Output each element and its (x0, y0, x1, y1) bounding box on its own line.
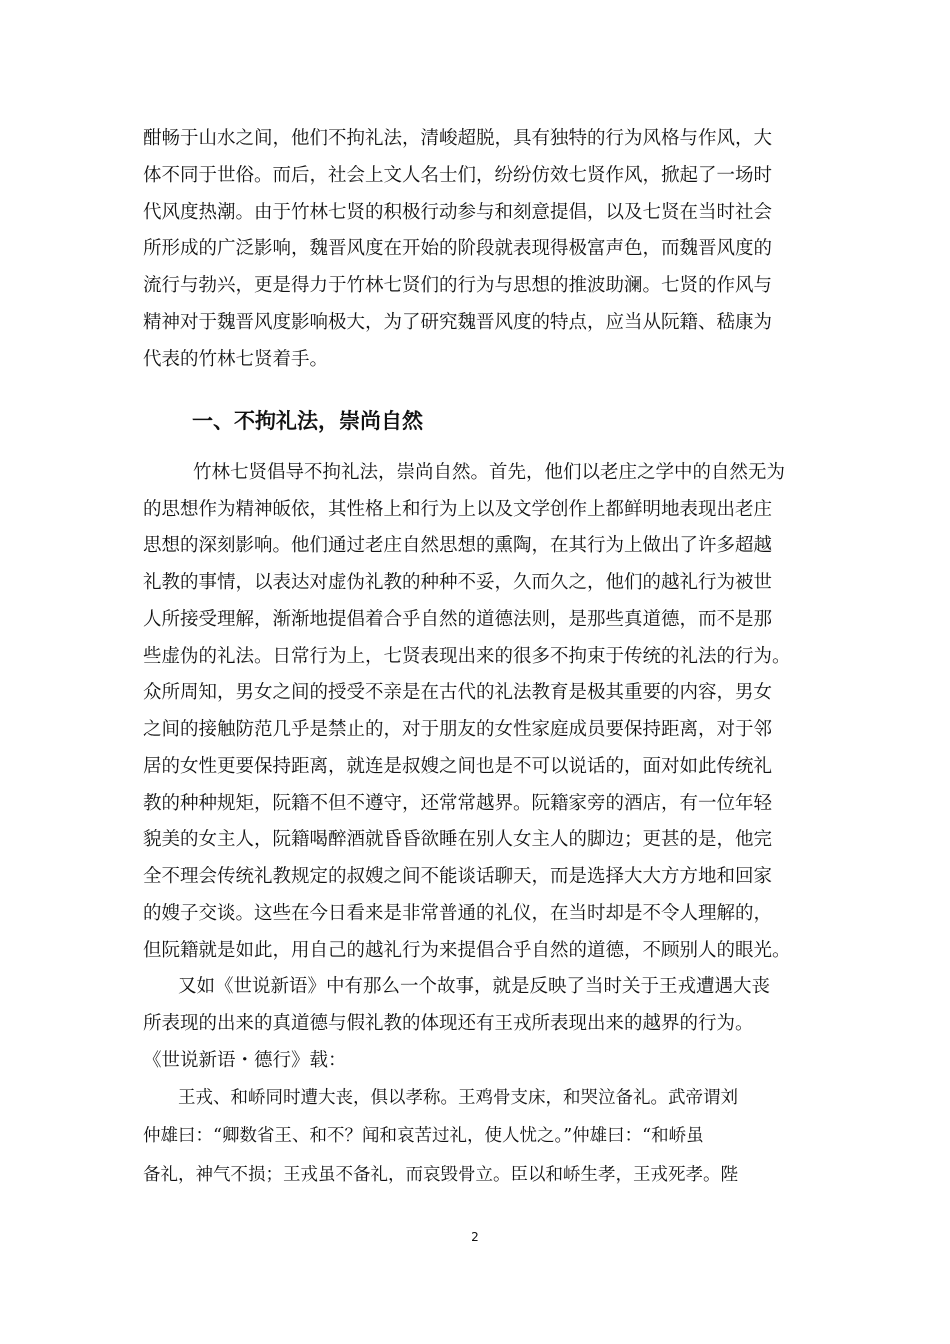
intro-line: 体不同于世俗。而后，社会上文人名士们，纷纷仿效七贤作风，掀起了一场时 (143, 165, 773, 186)
example-line: 又如《世说新语》中有那么一个故事，就是反映了当时关于王戎遭遇大丧 (178, 976, 771, 997)
body-line: 竹林七贤倡导不拘礼法，崇尚自然。首先，他们以老庄之学中的自然无为 (193, 462, 786, 483)
body-line: 之间的接触防范几乎是禁止的，对于朋友的女性家庭成员要保持距离，对于邻 (143, 719, 773, 740)
body-line: 的思想作为精神皈依，其性格上和行为上以及文学创作上都鲜明地表现出老庄 (143, 499, 773, 520)
quote-line: 王戎、和峤同时遭大丧，俱以孝称。王鸡骨支床，和哭泣备礼。武帝谓刘 (178, 1088, 738, 1108)
intro-line: 代表的竹林七贤着手。 (143, 349, 329, 370)
page-number: 2 (471, 1230, 479, 1244)
quote-line: 备礼，神气不损；王戎虽不备礼，而哀毁骨立。臣以和峤生孝，王戎死孝。陛 (143, 1165, 738, 1185)
body-line: 礼教的事情，以表达对虚伪礼教的种种不妥，久而久之，他们的越礼行为被世 (143, 572, 773, 593)
example-line: 《世说新语・德行》载： (143, 1050, 347, 1071)
intro-line: 流行与勃兴，更是得力于竹林七贤们的行为与思想的推波助澜。七贤的作风与 (143, 275, 773, 296)
body-line: 些虚伪的礼法。日常行为上，七贤表现出来的很多不拘束于传统的礼法的行为。 (143, 646, 791, 667)
body-line: 的嫂子交谈。这些在今日看来是非常普通的礼仪，在当时却是不令人理解的， (143, 903, 773, 924)
section-heading: 一、不拘礼法，崇尚自然 (192, 409, 423, 433)
body-line: 众所周知，男女之间的授受不亲是在古代的礼法教育是极其重要的内容，男女 (143, 682, 773, 703)
intro-line: 精神对于魏晋风度影响极大，为了研究魏晋风度的特点，应当从阮籍、嵇康为 (143, 312, 773, 333)
intro-line: 酣畅于山水之间，他们不拘礼法，清峻超脱，具有独特的行为风格与作风，大 (143, 128, 773, 149)
body-line: 居的女性更要保持距离，就连是叔嫂之间也是不可以说话的，面对如此传统礼 (143, 756, 773, 777)
body-line: 貌美的女主人，阮籍喝醉酒就昏昏欲睡在别人女主人的脚边；更甚的是，他完 (143, 829, 773, 850)
quote-line: 仲雄曰：“卿数省王、和不？闻和哀苦过礼，使人忧之。”仲雄曰：“和峤虽 (143, 1126, 704, 1146)
body-line: 教的种种规矩，阮籍不但不遵守，还常常越界。阮籍家旁的酒店，有一位年轻 (143, 793, 773, 814)
example-line: 所表现的出来的真道德与假礼教的体现还有王戎所表现出来的越界的行为。 (143, 1013, 754, 1034)
body-line: 但阮籍就是如此，用自己的越礼行为来提倡合乎自然的道德，不顾别人的眼光。 (143, 940, 791, 961)
body-line: 思想的深刻影响。他们通过老庄自然思想的熏陶，在其行为上做出了许多超越 (143, 535, 773, 556)
intro-line: 所形成的广泛影响，魏晋风度在开始的阶段就表现得极富声色，而魏晋风度的 (143, 238, 773, 259)
body-line: 全不理会传统礼教规定的叔嫂之间不能谈话聊天，而是选择大大方方地和回家 (143, 866, 773, 887)
body-line: 人所接受理解，渐渐地提倡着合乎自然的道德法则，是那些真道德，而不是那 (143, 609, 773, 630)
intro-line: 代风度热潮。由于竹林七贤的积极行动参与和刻意提倡，以及七贤在当时社会 (143, 202, 773, 223)
